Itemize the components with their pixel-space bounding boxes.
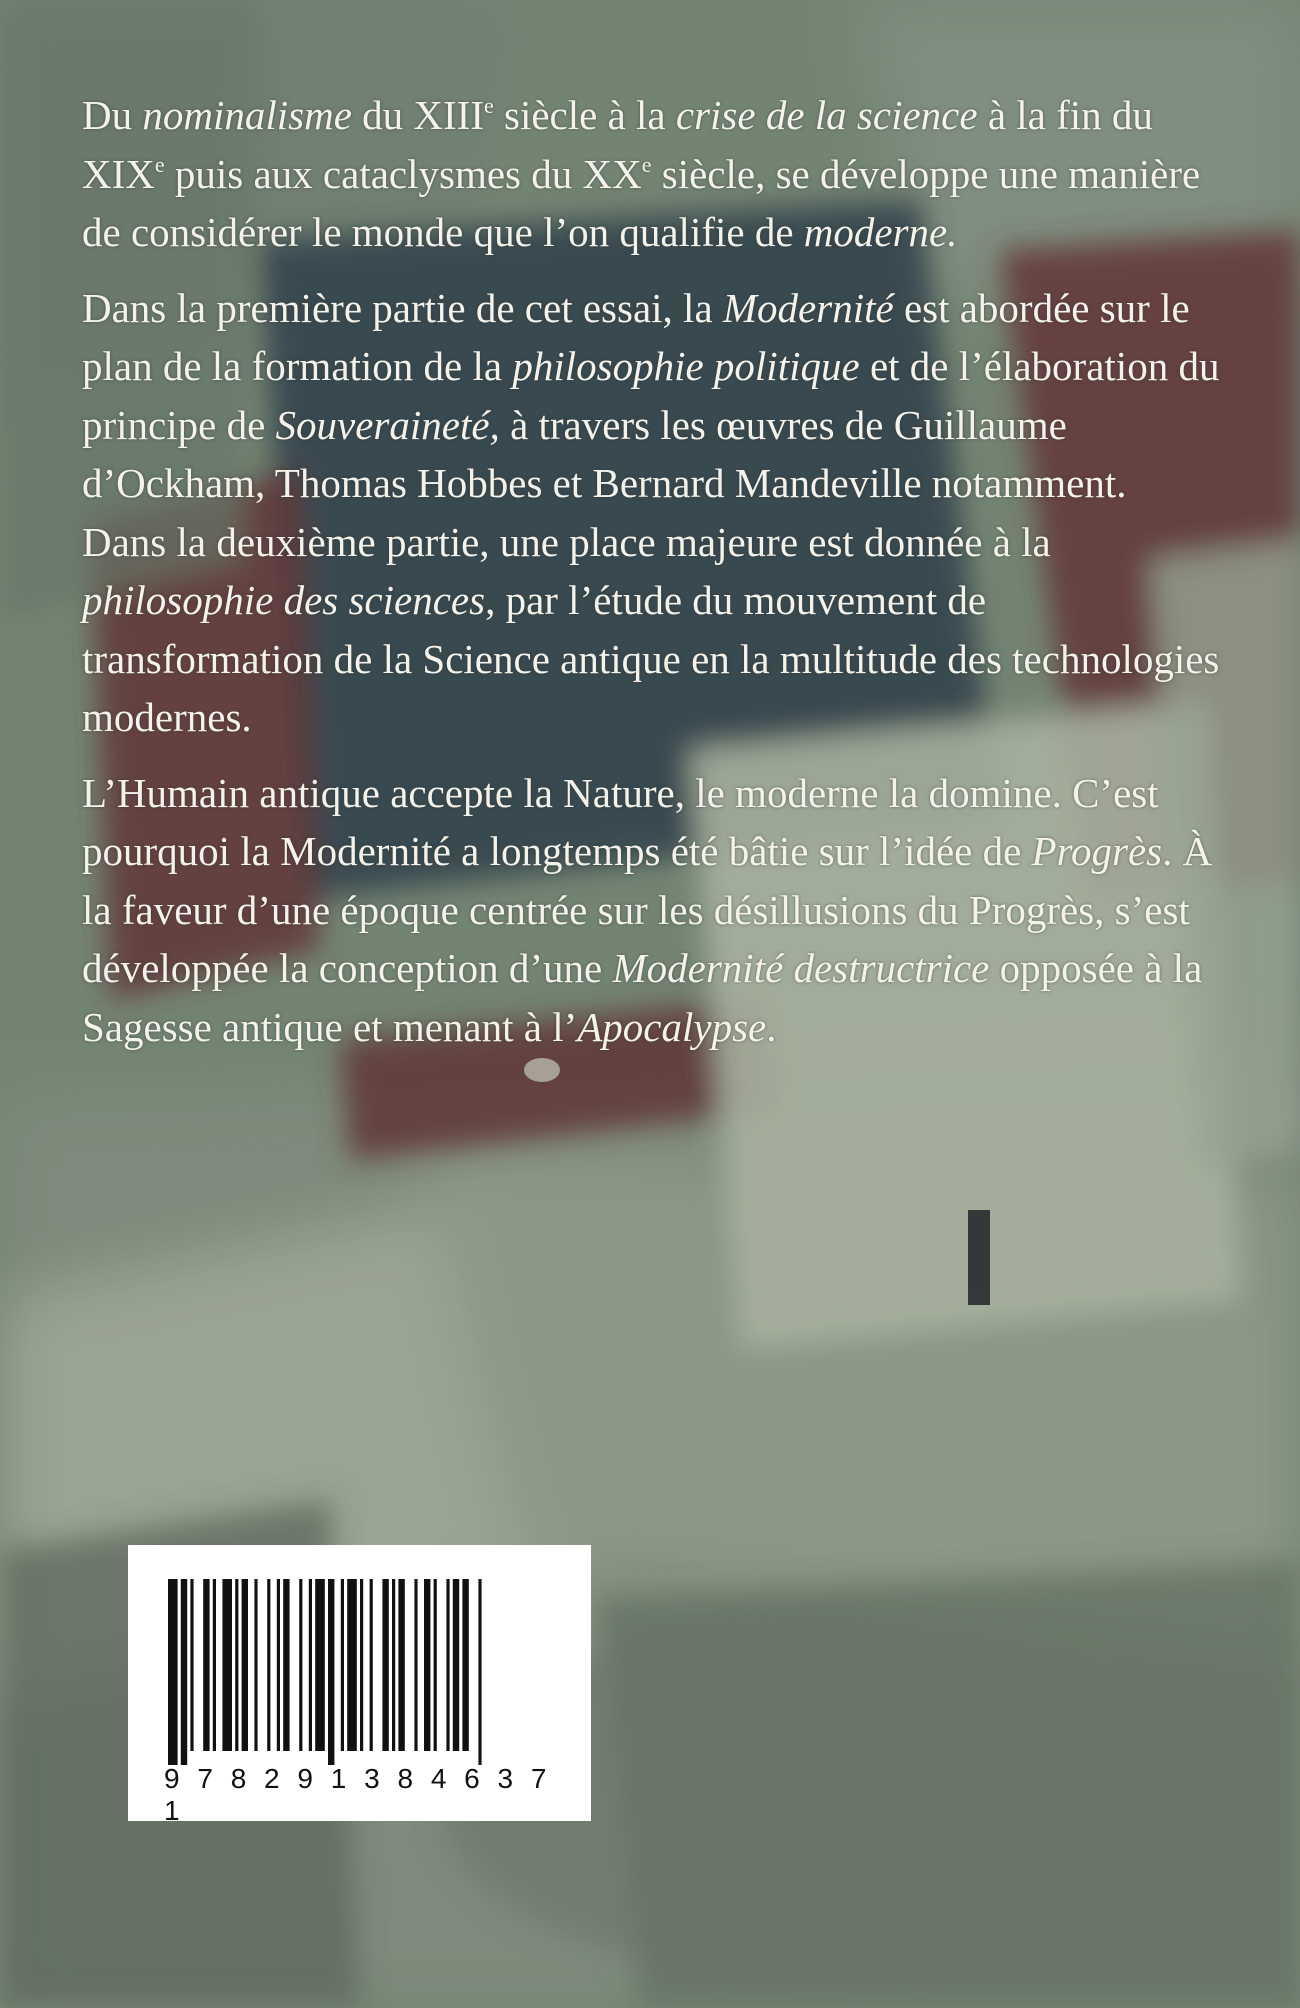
italic-term: Modernité destructrice — [612, 945, 990, 991]
barcode-bar — [382, 1579, 388, 1751]
barcode-bar — [414, 1579, 417, 1751]
isbn-digits: 9 7 8 2 9 1 3 8 4 6 3 7 1 — [164, 1763, 552, 1826]
text-run: siècle, se développe une manière de considérer le monde que l’on qualifie de — [82, 150, 1201, 255]
barcode-bar — [213, 1579, 216, 1751]
barcode-bar — [181, 1579, 187, 1765]
barcode-bar — [360, 1579, 363, 1751]
italic-term: moderne. — [803, 209, 958, 255]
superscript: e — [483, 93, 494, 118]
blurb-paragraph — [82, 279, 1232, 513]
barcode-bar — [168, 1579, 178, 1765]
superscript: e — [641, 151, 652, 177]
back-cover-blurb — [82, 86, 1232, 1073]
text-run: siècle à la — [493, 92, 676, 138]
barcode-bar — [341, 1579, 344, 1751]
barcode-bar — [392, 1579, 395, 1751]
barcode-bar — [267, 1579, 270, 1751]
blurb-paragraph — [82, 86, 1232, 262]
barcode-bar — [462, 1579, 468, 1751]
barcode-bar — [434, 1579, 437, 1751]
text-run: et de l’élaboration du principe de — [82, 343, 1220, 448]
barcode-bar — [424, 1579, 430, 1751]
barcode-bar — [254, 1579, 257, 1751]
barcode-bar — [478, 1579, 481, 1765]
barcode-bar — [190, 1579, 193, 1751]
barcode-bar — [398, 1579, 404, 1751]
barcode-bar — [299, 1579, 302, 1751]
text-run: Du — [82, 92, 143, 138]
text-run: , par l’étude du mouvement de transformation de la Science antique en la multitude des technologies modernes. — [82, 577, 1220, 740]
text-run: opposée à la Sagesse antique et menant à l’ — [82, 945, 1203, 1050]
text-run: puis aux cataclysmes du XX — [164, 150, 642, 197]
italic-term: Modernité — [722, 284, 894, 331]
blurb-paragraph — [82, 513, 1232, 747]
barcode-bar — [235, 1579, 238, 1751]
barcode-bar — [347, 1579, 357, 1751]
italic-term: nominalisme — [142, 92, 352, 138]
italic-term: Progrès — [1031, 828, 1163, 874]
barcode-bar — [328, 1579, 334, 1765]
barcode-bar — [222, 1579, 232, 1751]
barcode-bar — [453, 1579, 459, 1751]
italic-term: philosophie politique — [512, 343, 860, 389]
italic-term: crise de la science — [675, 92, 978, 138]
barcode-bar — [370, 1579, 373, 1751]
text-run: . — [766, 1003, 777, 1050]
italic-term: Souveraineté, — [275, 401, 500, 448]
text-run: L’Humain antique accepte la Nature, le moderne la domine. C’est pourquoi la Modernité a longtemps été bâtie sur l’idée de — [82, 769, 1159, 874]
barcode-bar — [446, 1579, 449, 1751]
italic-term: philosophie des sciences — [82, 577, 486, 623]
superscript: e — [154, 151, 165, 177]
text-run: du XIII — [351, 92, 484, 138]
barcode-bar — [242, 1579, 248, 1751]
isbn-barcode — [128, 1545, 591, 1826]
barcode-bar — [203, 1579, 209, 1751]
text-run: est abordée sur le plan de la formation de la — [82, 284, 1190, 389]
italic-term: Apocalypse — [577, 1003, 767, 1050]
barcode-bar — [283, 1579, 289, 1751]
text-run: Dans la première partie de cet essai, la — [82, 284, 723, 331]
text-run: Dans la deuxième partie, une place majeure est donnée à la — [82, 518, 1051, 565]
barcode-bar — [315, 1579, 325, 1751]
text-run: . À la faveur d’une époque centrée sur les désillusions du Progrès, s’est développée la conception d’une — [82, 828, 1213, 991]
text-run: à la fin du XIX — [82, 92, 1153, 197]
text-run: à travers les œuvres de Guillaume d’Ockham, Thomas Hobbes et Bernard Mandeville notamment. — [82, 401, 1127, 506]
barcode-bar — [277, 1579, 280, 1751]
blurb-paragraph — [82, 764, 1232, 1057]
barcode-bar — [309, 1579, 312, 1751]
